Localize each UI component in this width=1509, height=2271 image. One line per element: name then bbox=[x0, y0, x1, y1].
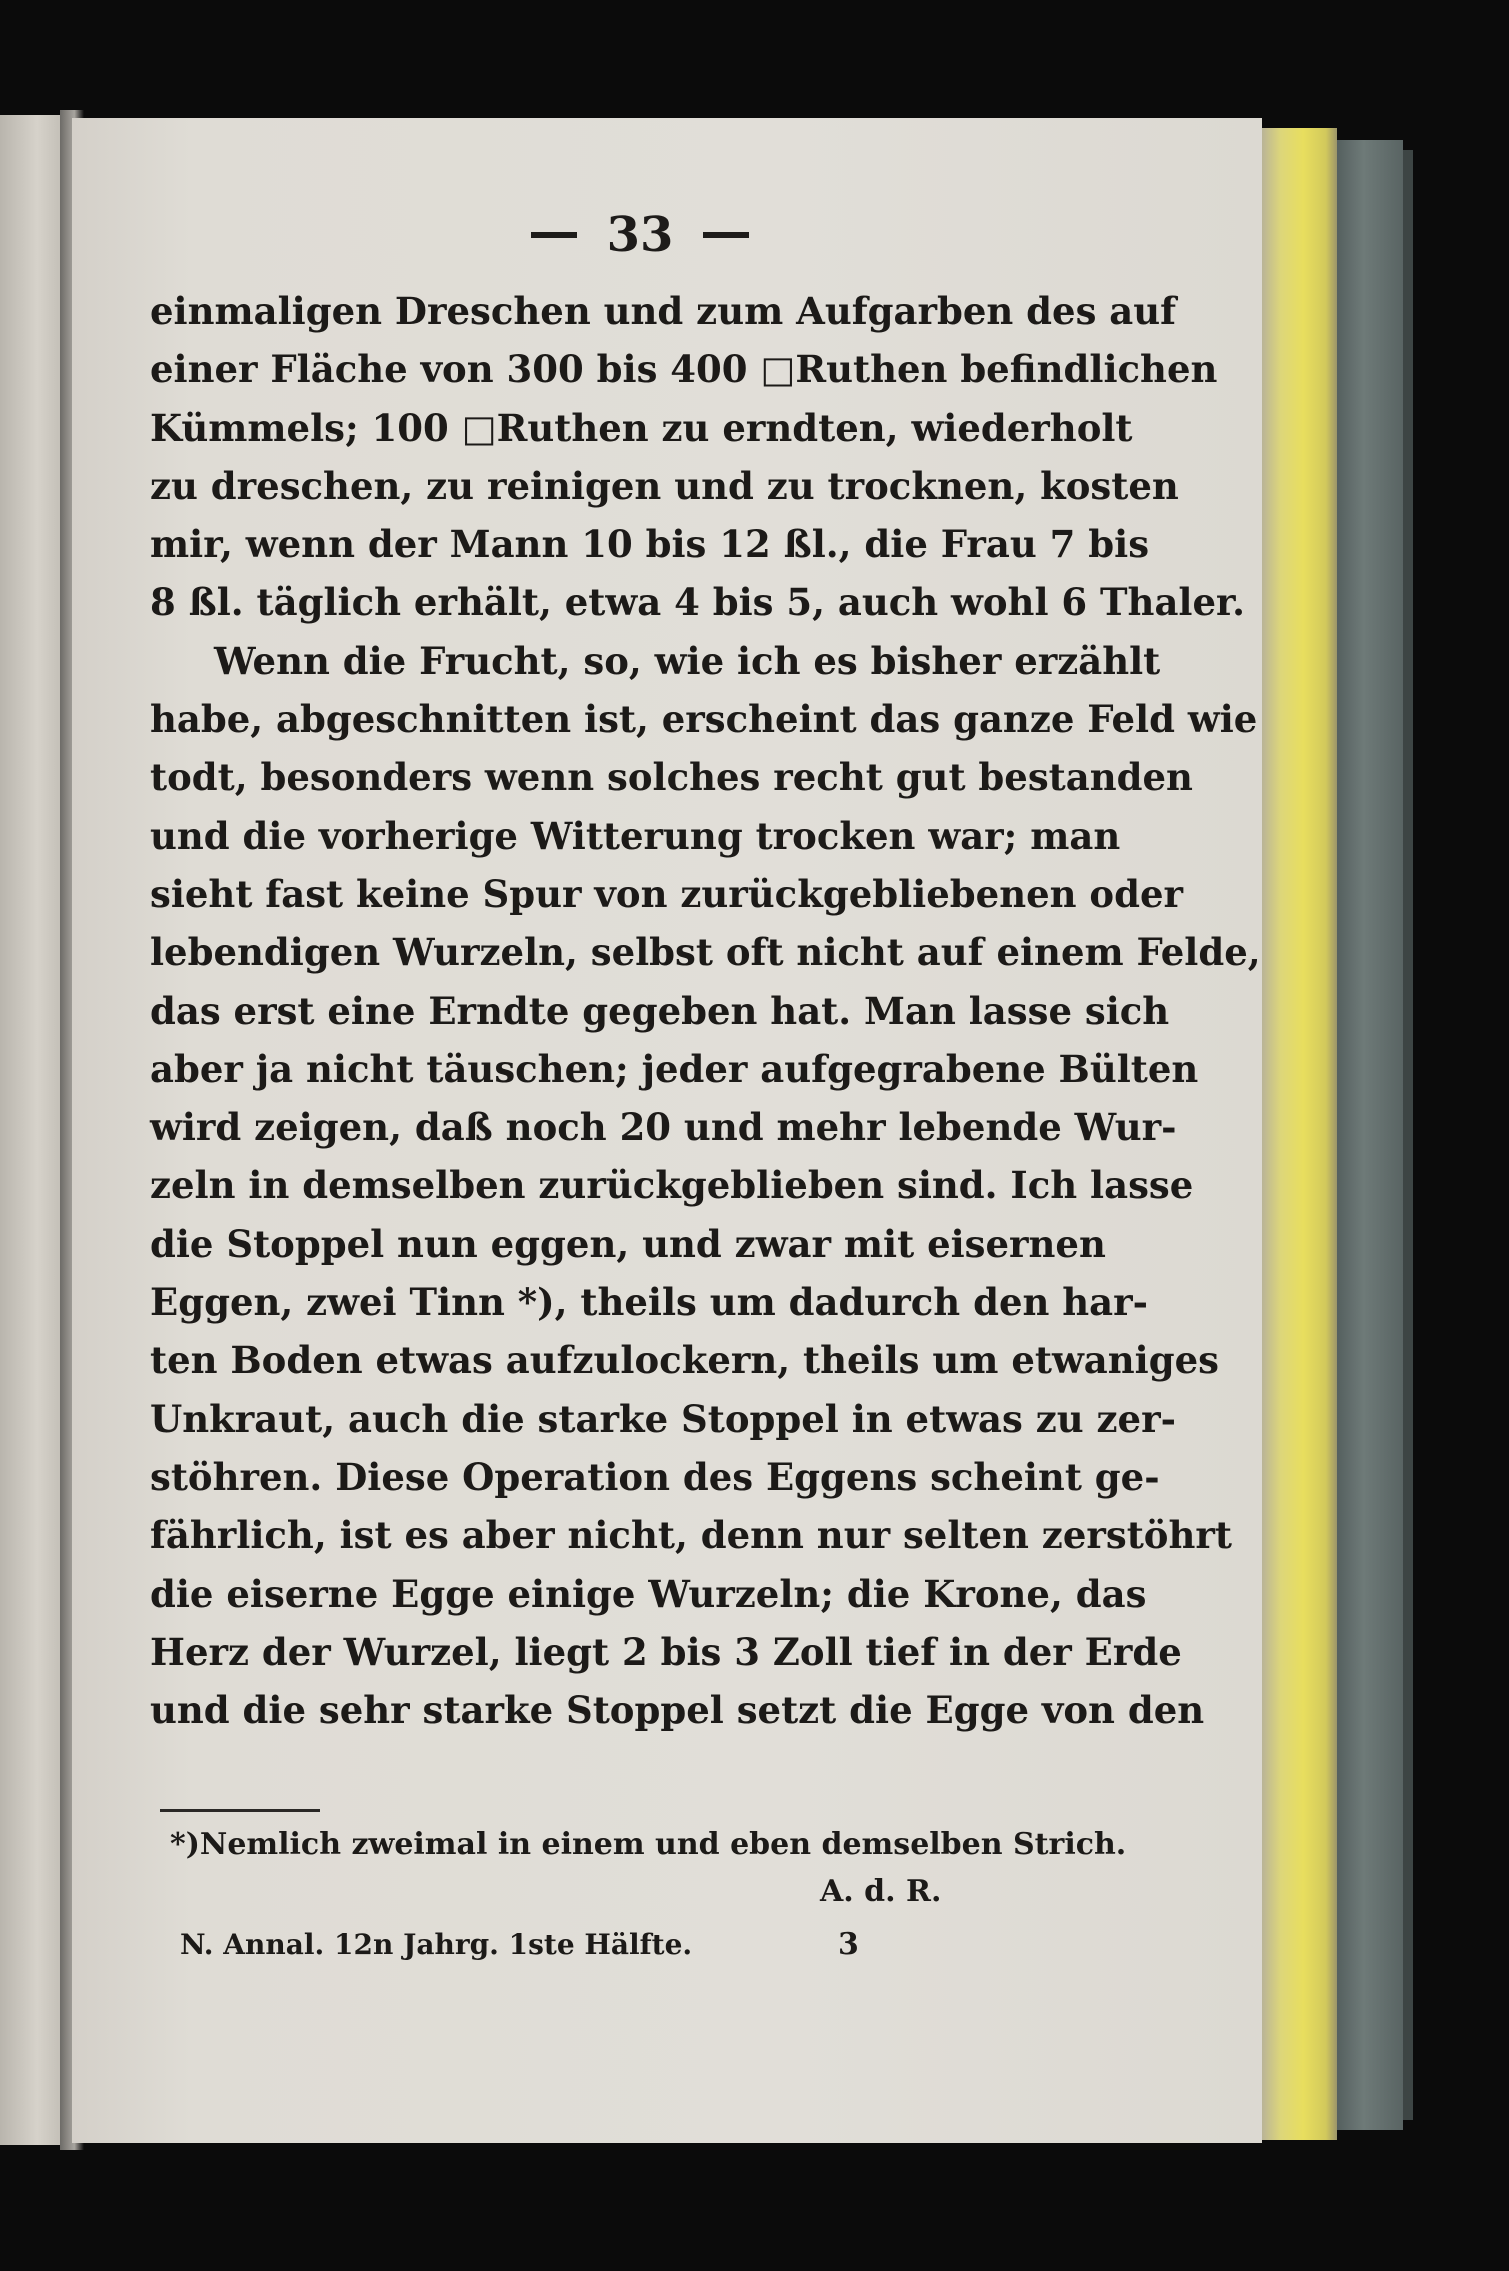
text-line: die Stoppel nun eggen, und zwar mit eisernen bbox=[150, 1221, 1106, 1266]
text-line: zu dreschen, zu reinigen und zu trocknen, kosten bbox=[150, 463, 1179, 508]
sheet-number: 3 bbox=[838, 1927, 859, 1962]
footnote-text: Nemlich zweimal in einem und eben demselben Strich. bbox=[199, 1827, 1127, 1862]
text-line: und die sehr starke Stoppel setzt die Egge von den bbox=[150, 1688, 1205, 1733]
cover-edge bbox=[1403, 150, 1413, 2120]
page-number: 33 bbox=[606, 207, 674, 263]
text-line: die eiserne Egge einige Wurzeln; die Krone, das bbox=[150, 1571, 1147, 1616]
gilt-page-edge bbox=[1262, 128, 1337, 2140]
text-line: lebendigen Wurzeln, selbst oft nicht auf einem Felde, bbox=[150, 930, 1261, 975]
text-line: Kümmels; 100 □Ruthen zu erndten, wiederholt bbox=[150, 405, 1133, 450]
header-dash-left bbox=[531, 232, 577, 238]
text-line: einmaligen Dreschen und zum Aufgarben des auf bbox=[150, 289, 1177, 333]
text-line: stöhren. Diese Operation des Eggens scheint ge- bbox=[150, 1454, 1160, 1499]
printer-signature: N. Annal. 12n Jahrg. 1ste Hälfte. bbox=[180, 1928, 693, 1961]
text-line: Eggen, zwei Tinn *), theils um dadurch den har- bbox=[150, 1280, 1149, 1325]
text-line: zeln in demselben zurückgeblieben sind. Ich lasse bbox=[150, 1163, 1194, 1208]
text-line: das erst eine Erndte gegeben hat. Man lasse sich bbox=[150, 988, 1170, 1033]
text-line: Unkraut, auch die starke Stoppel in etwas zu zer- bbox=[150, 1396, 1176, 1441]
footnote-editor-sign: A. d. R. bbox=[820, 1874, 942, 1909]
text-line: wird zeigen, daß noch 20 und mehr lebende Wur- bbox=[150, 1105, 1177, 1150]
left-facing-page bbox=[0, 115, 64, 2145]
text-line: ten Boden etwas aufzulockern, theils um etwaniges bbox=[150, 1338, 1219, 1383]
text-line: einer Fläche von 300 bis 400 □Ruthen befindlichen bbox=[150, 347, 1218, 392]
text-line: Wenn die Frucht, so, wie ich es bisher erzählt bbox=[214, 638, 1161, 683]
text-line: fährlich, ist es aber nicht, denn nur selten zerstöhrt bbox=[150, 1513, 1232, 1558]
text-line: sieht fast keine Spur von zurückgebliebenen oder bbox=[150, 871, 1184, 916]
book-cover bbox=[1337, 140, 1403, 2130]
text-line: mir, wenn der Mann 10 bis 12 ßl., die Frau 7 bis bbox=[150, 522, 1150, 567]
running-header bbox=[420, 200, 860, 270]
text-line: Herz der Wurzel, liegt 2 bis 3 Zoll tief in der Erde bbox=[150, 1629, 1182, 1674]
text-line: habe, abgeschnitten ist, erscheint das ganze Feld wie bbox=[150, 697, 1258, 742]
text-line: todt, besonders wenn solches recht gut bestanden bbox=[150, 755, 1193, 800]
header-dash-right bbox=[703, 232, 749, 238]
body-text bbox=[150, 282, 1261, 1739]
footnote-marker: *) bbox=[170, 1827, 200, 1862]
text-line: und die vorherige Witterung trocken war; man bbox=[150, 813, 1121, 858]
text-line: aber ja nicht täuschen; jeder aufgegrabene Bülten bbox=[150, 1046, 1199, 1091]
footnote-rule bbox=[160, 1809, 320, 1812]
footnote bbox=[170, 1822, 1127, 1868]
text-line: 8 ßl. täglich erhält, etwa 4 bis 5, auch wohl 6 Thaler. bbox=[150, 580, 1246, 625]
